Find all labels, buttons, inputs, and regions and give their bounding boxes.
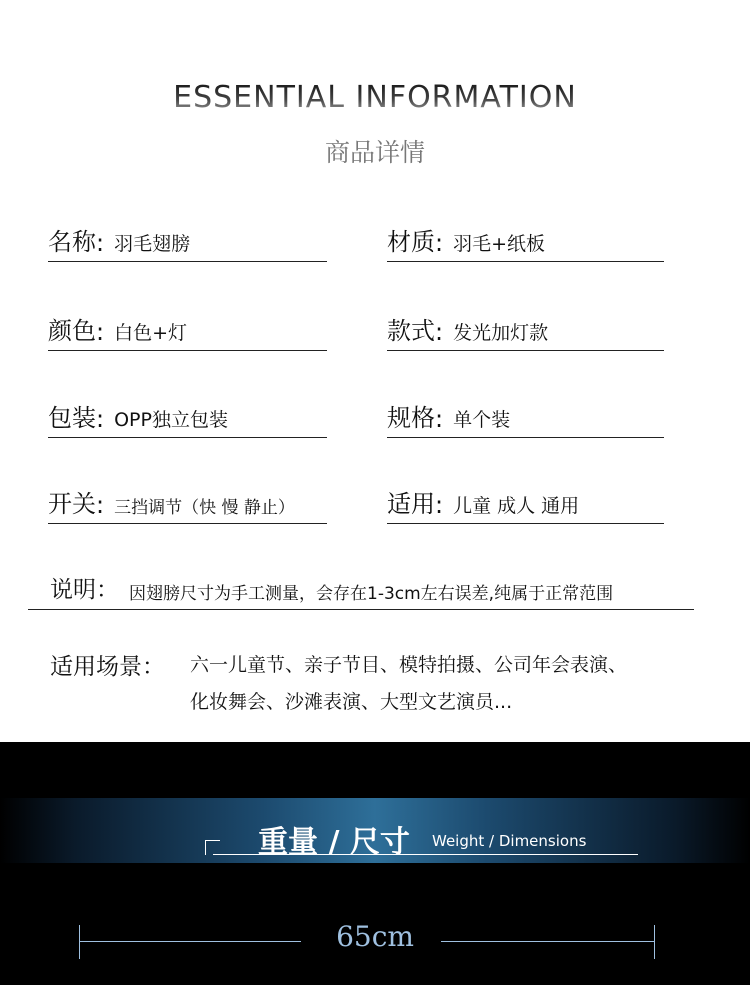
dimension-width-value: 65cm bbox=[336, 920, 414, 953]
field-name-value: 羽毛翅膀 bbox=[114, 233, 191, 255]
field-usage-colon: : bbox=[435, 491, 444, 519]
field-style-label: 款式 bbox=[387, 317, 435, 345]
field-spec-colon: : bbox=[435, 405, 444, 433]
field-name-colon: : bbox=[96, 229, 105, 257]
scenes-text bbox=[190, 647, 710, 721]
dimension-tick-right bbox=[654, 925, 655, 959]
field-switch bbox=[48, 488, 327, 524]
header-title-en: ESSENTIAL INFORMATION bbox=[0, 80, 750, 115]
field-usage-label: 适用 bbox=[387, 490, 435, 518]
field-switch-colon: : bbox=[96, 491, 105, 519]
dimensions-title-cn: 重量 / 尺寸 bbox=[258, 825, 410, 860]
field-packaging-label: 包装 bbox=[48, 404, 96, 432]
field-color-colon: : bbox=[96, 318, 105, 346]
field-spec-label: 规格 bbox=[387, 404, 435, 432]
field-style-colon: : bbox=[435, 318, 444, 346]
field-color bbox=[48, 315, 327, 351]
field-name bbox=[48, 226, 327, 262]
field-switch-value: 三挡调节（快 慢 静止） bbox=[114, 498, 295, 518]
banner-corner-bracket bbox=[205, 840, 220, 855]
field-style-value: 发光加灯款 bbox=[453, 322, 549, 344]
field-usage-value: 儿童 成人 通用 bbox=[453, 495, 580, 517]
field-color-value: 白色+灯 bbox=[114, 322, 188, 344]
field-material-label: 材质 bbox=[387, 228, 435, 256]
field-material bbox=[387, 226, 664, 262]
note-row bbox=[28, 570, 694, 610]
scenes-label: 适用场景： bbox=[50, 654, 165, 680]
field-style bbox=[387, 315, 664, 351]
field-usage bbox=[387, 488, 664, 524]
field-name-label: 名称 bbox=[48, 228, 96, 256]
dimension-line-right bbox=[441, 941, 654, 942]
field-spec bbox=[387, 402, 664, 438]
dimensions-title-en: Weight / Dimensions bbox=[432, 832, 587, 850]
field-color-label: 颜色 bbox=[48, 317, 96, 345]
scenes-line-2: 化妆舞会、沙滩表演、大型文艺演员... bbox=[190, 691, 513, 713]
note-value: 因翅膀尺寸为手工测量，会存在1-3cm左右误差,纯属于正常范围 bbox=[129, 584, 614, 604]
field-packaging-value: OPP独立包装 bbox=[114, 409, 228, 431]
note-label: 说明： bbox=[50, 577, 119, 603]
scenes-line-1: 六一儿童节、亲子节目、模特拍摄、公司年会表演、 bbox=[190, 654, 628, 676]
field-material-value: 羽毛+纸板 bbox=[453, 233, 546, 255]
header-title-cn: 商品详情 bbox=[324, 138, 425, 167]
field-packaging bbox=[48, 402, 327, 438]
field-spec-value: 单个装 bbox=[453, 409, 511, 431]
field-packaging-colon: : bbox=[96, 405, 105, 433]
field-material-colon: : bbox=[435, 229, 444, 257]
field-switch-label: 开关 bbox=[48, 490, 96, 518]
